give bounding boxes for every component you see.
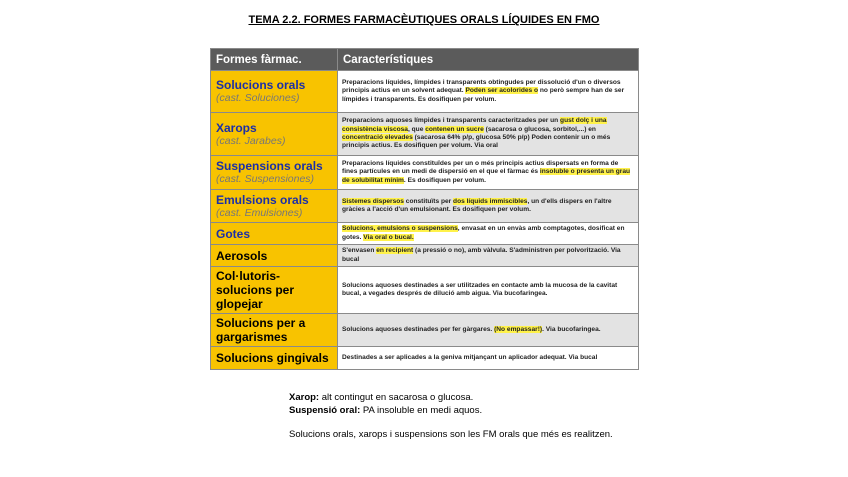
characteristics-cell (338, 190, 639, 223)
description-text: (a pressió o no), amb vàlvula. S'administren per polvorització. Via bucal (342, 247, 621, 263)
description-text: Solucions aquoses destinades a ser utilitzades en contacte amb la mucosa de la cavitat bucal, a vegades després de dilució amb aigua. Via bucofaringea. (342, 281, 618, 297)
table-row (211, 190, 639, 223)
table-row (211, 113, 639, 156)
dosage-form-cell (211, 347, 338, 370)
table-row (211, 223, 639, 245)
characteristics-cell (338, 156, 639, 190)
description-text: no però sempre han de ser límpides i transparents. Es dosifiquen per volum. (342, 87, 625, 103)
characteristics-cell (338, 223, 639, 245)
highlighted-text: Solucions, emulsions o suspensions (342, 225, 458, 233)
description-text: , que (407, 125, 426, 133)
description-text: . Via bucofaringea. (542, 325, 601, 333)
highlighted-text: Sistemes dispersos (342, 197, 404, 205)
description-text: , envasat en un envàs amb comptagotes, dosificat en gotes. (342, 225, 625, 241)
dosage-form-name: Xarops (216, 120, 257, 135)
dosage-form-cell (211, 223, 338, 245)
description-text: Preparacions líquides constituïdes per un o més principis actius dispersats en forma de fines partícules en un medi de dispersió en el que el fàrmac és (342, 159, 619, 176)
dosage-form-spanish-name: (cast. Suspensiones) (216, 173, 315, 185)
dosage-form-name: Aerosols (216, 248, 268, 263)
description-text: Preparacions aquoses límpides i transparents caracteritzades per un (342, 117, 561, 125)
description-text: , un d'ells dispers en l'altre gràcies a l'acció d'un emulsionant. Es dosifiquen per volum. (342, 197, 612, 213)
note-suspensio: Suspensió oral: PA insoluble en medi aquos. (289, 404, 483, 416)
characteristics-cell (338, 314, 639, 347)
table-row (211, 314, 639, 347)
characteristics-cell (338, 347, 639, 370)
characteristics-cell (338, 245, 639, 267)
dosage-form-name: Solucions gingivals (216, 351, 329, 365)
note-xarop: Xarop: alt contingut en sacarosa o glucosa. (289, 392, 474, 403)
description-text: Preparacions líquides, límpides i transparents obtingudes per dissolució d'un o diversos principis actius en un solvent adequat. (342, 78, 621, 95)
dosage-form-name: Emulsions orals (216, 192, 309, 207)
description-text: . Es dosifiquen per volum. (403, 176, 486, 184)
dosage-form-cell (211, 113, 338, 156)
dosage-forms-table (210, 48, 639, 370)
dosage-form-spanish-name: (cast. Jarabes) (216, 134, 286, 147)
dosage-form-spanish-name: (cast. Emulsiones) (216, 206, 303, 219)
characteristics-cell (338, 113, 639, 156)
characteristics-cell (338, 267, 639, 314)
description-text: Destinades a ser aplicades a la geniva mitjançant un aplicador adequat. Via bucal (342, 353, 598, 361)
header-characteristics: Característiques (338, 49, 639, 71)
description-text: (sacarosa 64% p/p, glucosa 50% p/p) Poden contenir un o més principis actius. Es dosifiquen per volum. Via oral (342, 134, 611, 150)
dosage-form-name: Solucions orals (216, 78, 306, 92)
table-header-row (211, 49, 639, 71)
highlighted-text: Poden ser acolorides o (465, 87, 539, 95)
table-row (211, 71, 639, 113)
header-dosage-forms: Formes fàrmac. (211, 49, 338, 71)
table-row (211, 245, 639, 267)
highlighted-text: concentració elevades (342, 134, 413, 141)
description-text: S'envasen (342, 247, 377, 255)
dosage-form-cell (211, 156, 338, 190)
description-text: constituïts per (403, 197, 454, 205)
notes (289, 392, 613, 442)
table-row (211, 347, 639, 370)
highlighted-text: dos líquids immiscibles (453, 197, 528, 205)
dosage-form-name: Gotes (216, 226, 251, 241)
highlighted-text: gust dolç i una consistència viscosa (342, 117, 607, 133)
dosage-form-cell (211, 190, 338, 223)
dosage-form-cell (211, 314, 338, 347)
highlighted-text: (No empassar!) (494, 325, 543, 333)
description-text: Solucions aquoses destinades per fer gàrgares. (342, 325, 495, 333)
highlighted-text: Via oral o bucal. (363, 233, 414, 241)
highlighted-text: insoluble o presenta un grau de solubilitat mínim (342, 168, 631, 184)
dosage-form-name: Col·lutoris-solucions per glopejar (216, 269, 295, 311)
dosage-form-cell (211, 71, 338, 113)
page-title: TEMA 2.2. FORMES FARMACÈUTIQUES ORALS LÍQUIDES EN FMO (248, 14, 600, 26)
dosage-form-name: Suspensions orals (216, 159, 323, 173)
dosage-form-cell (211, 267, 338, 314)
dosage-form-name: Solucions per a gargarismes (216, 316, 306, 344)
characteristics-cell (338, 71, 639, 113)
highlighted-text: contenen un sucre (425, 125, 484, 133)
dosage-form-cell (211, 245, 338, 267)
description-text: (sacarosa o glucosa, sorbitol,...) en (483, 125, 596, 133)
note-summary: Solucions orals, xarops i suspensions son les FM orals que més es realitzen. (289, 429, 613, 440)
highlighted-text: en recipient (376, 247, 414, 255)
table-row (211, 156, 639, 190)
table-row (211, 267, 639, 314)
dosage-form-spanish-name: (cast. Soluciones) (216, 92, 300, 104)
